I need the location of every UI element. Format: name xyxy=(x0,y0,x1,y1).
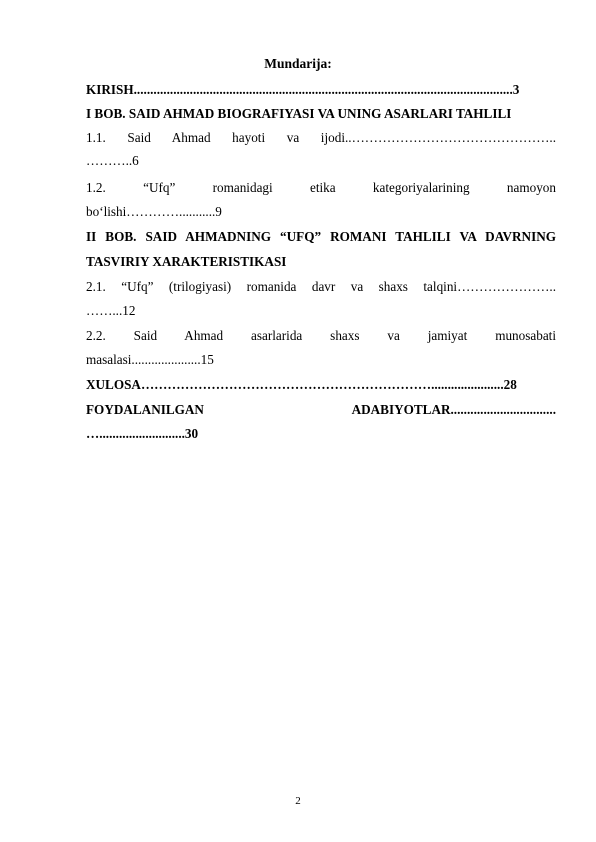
toc-line-chapter-1: I BOB. SAID AHMAD BIOGRAFIYASI VA UNING ASARLARI TAHLILI xyxy=(86,106,512,121)
toc-line-section-2-1-page: ……...12 xyxy=(86,303,136,318)
toc-line-chapter-2-cont: TASVIRIY XARAKTERISTIKASI xyxy=(86,254,287,269)
toc-line-section-2-2: 2.2. Said Ahmad asarlarida shaxs va jamiyat munosabati xyxy=(86,328,556,343)
page-number: 2 xyxy=(295,795,301,807)
toc-line-section-2-2-page: masalasi.....................15 xyxy=(86,352,214,367)
toc-line-section-1-2: 1.2. “Ufq” romanidagi etika kategoriyalarining namoyon xyxy=(86,180,556,195)
toc-line-section-1-2-page: bo‘lishi…………...........9 xyxy=(86,204,222,219)
toc-line-section-1-1-page: ………..6 xyxy=(86,153,139,168)
toc-line-section-1-1: 1.1. Said Ahmad hayoti va ijodi..……………………………………….. xyxy=(86,130,556,145)
toc-line-kirish: KIRISH...................................................................................................................3 xyxy=(86,82,520,97)
toc-line-xulosa: XULOSA…………………………………………………………......................28 xyxy=(86,377,517,392)
toc-line-section-2-1: 2.1. “Ufq” (trilogiyasi) romanida davr va shaxs talqini………………….. xyxy=(86,279,556,294)
toc-line-adabiyotlar-page: …..........................30 xyxy=(86,426,199,441)
toc-title: Mundarija: xyxy=(264,56,332,71)
toc-line-adabiyotlar: FOYDALANILGAN ADABIYOTLAR................................ xyxy=(86,402,556,417)
toc-line-chapter-2: II BOB. SAID AHMADNING “UFQ” ROMANI TAHLILI VA DAVRNING xyxy=(86,229,556,244)
